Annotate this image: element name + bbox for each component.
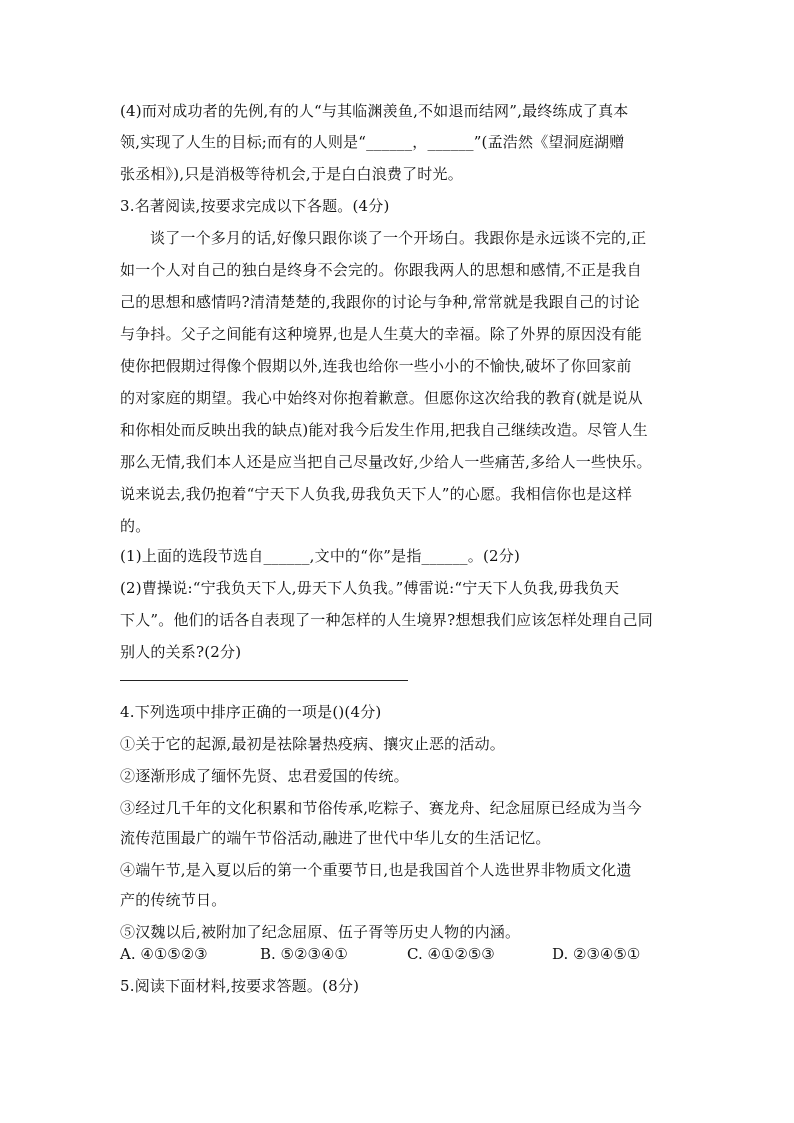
- sub-question-1: (1)上面的选段节选自______,文中的“你”是指______。(2分): [120, 547, 521, 565]
- option-c: C. ④①②⑤③: [407, 945, 495, 963]
- passage-line: 的。: [120, 517, 151, 535]
- sentence-item: 产的传统节日。: [120, 891, 227, 909]
- passage-line: 的对家庭的期望。我心中始终对你抱着歉意。但愿你这次给我的教育(就是说从: [120, 389, 643, 407]
- text-line: 领,实现了人生的目标;而有的人则是“______，______”(孟浩然《望洞庭湖赠: [120, 133, 625, 151]
- option-b: B. ⑤②③④①: [260, 945, 348, 963]
- passage-line: 说来说去,我仍抱着“宁天下人负我,毋我负天下人”的心愿。我相信你也是这样: [120, 485, 633, 503]
- option-d: D. ②③④⑤①: [552, 945, 641, 963]
- sentence-item: ⑤汉魏以后,被附加了纪念屈原、伍子胥等历史人物的内涵。: [120, 923, 521, 941]
- passage-line: 那么无情,我们本人还是应当把自己尽量改好,少给人一些痛苦,多给人一些快乐。: [120, 453, 652, 471]
- sub-question-2: (2)曹操说:“宁我负天下人,毋天下人负我。”傅雷说:“宁天下人负我,毋我负天: [120, 579, 620, 597]
- sub-question-2: 下人”。他们的话各自表现了一种怎样的人生境界?想想我们应该怎样处理自己同: [120, 611, 653, 629]
- text-line: 张丞相》),只是消极等待机会,于是白白浪费了时光。: [120, 165, 463, 183]
- sentence-item: ④端午节,是入夏以后的第一个重要节日,也是我国首个人选世界非物质文化遗: [120, 861, 632, 879]
- question-3-heading: 3.名著阅读,按要求完成以下各题。(4分): [120, 197, 390, 215]
- passage-line: 和你相处而反映出我的缺点)能对我今后发生作用,把我自己继续改造。尽管人生: [120, 421, 648, 439]
- option-a: A. ④①⑤②③: [120, 945, 208, 963]
- passage-line: 谈了一个多月的话,好像只跟你谈了一个开场白。我跟你是永远谈不完的,正: [150, 229, 647, 247]
- question-5-heading: 5.阅读下面材料,按要求答题。(8分): [120, 977, 360, 995]
- passage-line: 己的思想和感情吗?清清楚楚的,我跟你的讨论与争种,常常就是我跟自己的讨论: [120, 293, 640, 311]
- passage-line: 使你把假期过得像个假期以外,连我也给你一些小小的不愉快,破坏了你回家前: [120, 357, 632, 375]
- text-line: (4)而对成功者的先例,有的人“与其临渊羡鱼,不如退而结网”,最终练成了真本: [120, 102, 629, 120]
- passage-line: 与争抖。父子之间能有这种境界,也是人生莫大的幸福。除了外界的原因没有能: [120, 325, 642, 343]
- sub-question-2: 别人的关系?(2分): [120, 643, 242, 661]
- question-4-heading: 4.下列选项中排序正确的一项是()(4分): [120, 703, 382, 721]
- passage-line: 如一个人对自己的独白是终身不会完的。你跟我两人的思想和感情,不正是我自: [120, 261, 642, 279]
- sentence-item: ①关于它的起源,最初是祛除暑热疫病、攘灾止恶的活动。: [120, 735, 505, 753]
- answer-line: [120, 680, 408, 681]
- sentence-item: 流传范围最广的端午节俗活动,融进了世代中华儿女的生活记忆。: [120, 829, 551, 847]
- sentence-item: ②逐渐形成了缅怀先贤、忠君爱国的传统。: [120, 767, 409, 785]
- sentence-item: ③经过几千年的文化积累和节俗传承,吃粽子、赛龙舟、纪念屈原已经成为当今: [120, 799, 642, 817]
